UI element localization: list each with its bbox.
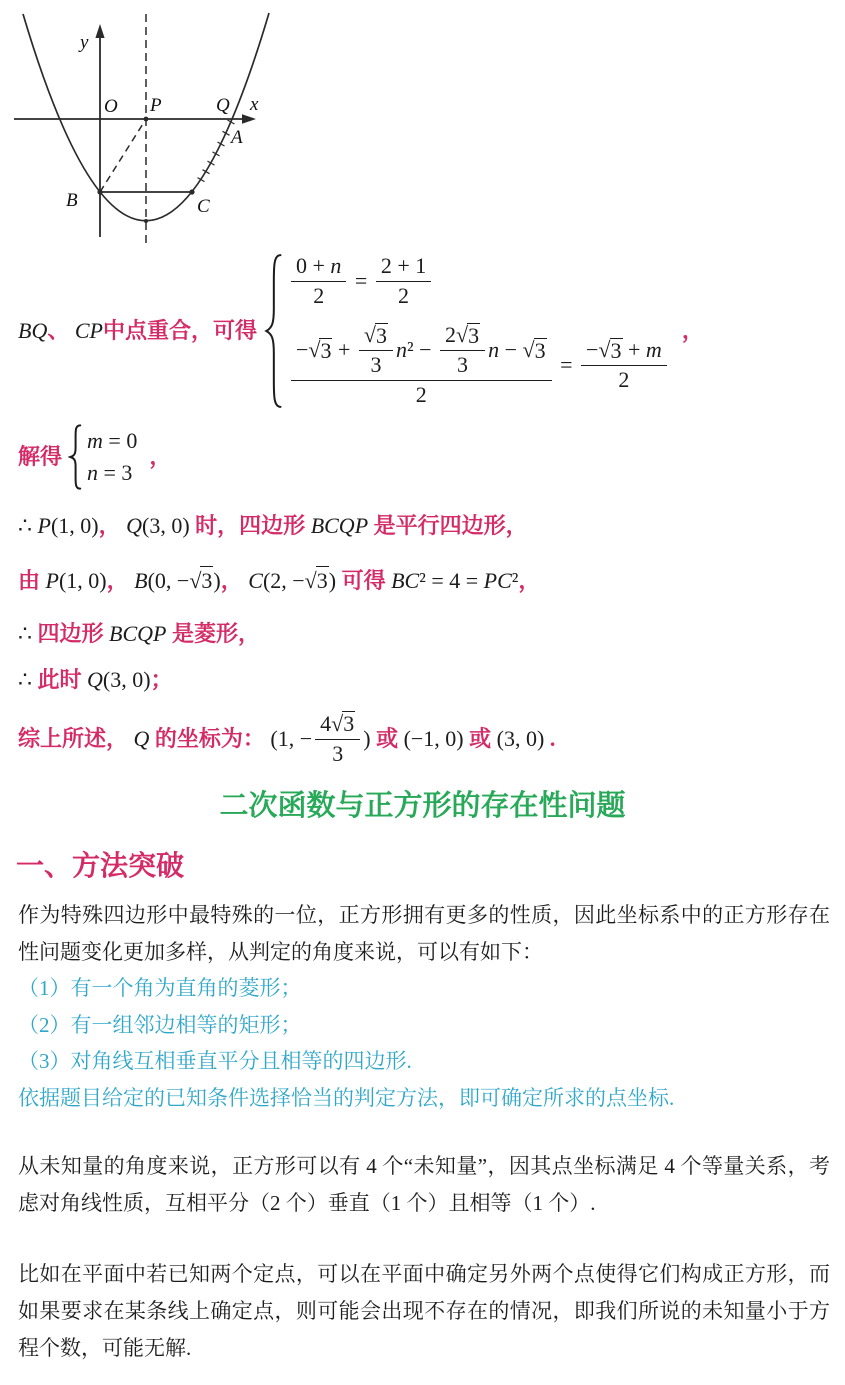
list-item-1: （1）有一个角为直角的菱形； — [18, 976, 302, 1000]
step-text: BQ、 CP中点重合，可得 — [18, 317, 257, 343]
solution-conclusion: 综上所述， Q 的坐标为： (1, − 4 √ 3 3 ) 或 (−1, 0) 或 (3, 0) . — [18, 710, 556, 766]
label-b: B — [66, 190, 78, 211]
judgment-method-list — [18, 970, 830, 1116]
paragraph-example: 比如在平面中若已知两个定点，可以在平面中确定另外两个点使得它们构成正方形，而如果要求在某条线上确定点，则可能会出现不存在的情况，即我们所说的未知量小于方程个数，可能无解. — [18, 1262, 830, 1360]
vertex-dot — [144, 219, 148, 223]
list-note: 依据题目给定的已知条件选择恰当的判定方法，即可确定所求的点坐标. — [18, 1085, 675, 1110]
point-c-dot — [189, 189, 194, 194]
parabola-figure — [0, 0, 300, 255]
label-o: O — [104, 96, 118, 117]
point-b-dot — [97, 189, 102, 194]
x-axis-arrow-icon — [242, 114, 256, 124]
list-item-2: （2）有一组邻边相等的矩形； — [18, 1012, 302, 1037]
label-c: C — [197, 196, 210, 217]
step-punctuation: ， — [681, 317, 704, 343]
solution-step-q-value: ∴ 此时 Q (3, 0) ； — [18, 667, 173, 692]
label-y: y — [80, 32, 89, 53]
point-p-dot — [144, 117, 149, 122]
step-text: 解得 — [18, 443, 63, 469]
section-heading: 一、方法突破 — [16, 851, 185, 882]
curve-hash-marks — [198, 120, 235, 182]
equation-system-2 — [68, 424, 137, 490]
solution-step-solve — [18, 424, 171, 490]
step-punctuation: ， — [149, 443, 172, 469]
paragraph-unknowns: 从未知量的角度来说，正方形可以有 4 个“未知量”，因其点坐标满足 4 个等量关系，考虑对角线性质，互相平分（2 个）垂直（1 个）且相等（1 个）. — [18, 1154, 830, 1215]
brace-left-icon — [68, 424, 82, 490]
list-item-3: （3）对角线互相垂直平分且相等的四边形. — [18, 1049, 412, 1073]
paragraph-method-intro: 作为特殊四边形中最特殊的一位，正方形拥有更多的性质，因此坐标系中的正方形存在性问题变化更加多样，从判定的角度来说，可以有如下： — [18, 903, 830, 964]
equation-system-1 — [263, 252, 670, 410]
label-q: Q — [216, 95, 230, 116]
solution-step-bc-pc: 由 P (1, 0) ， B (0, − √ 3 ) ， C (2, − √ 3 ) 可得 BC ² = 4 = PC ² ， — [18, 566, 540, 596]
y-axis-arrow-icon — [95, 24, 104, 38]
solution-step-rhombus: ∴ 四边形 BCQP 是菱形， — [18, 621, 260, 646]
brace-left-icon — [263, 252, 283, 410]
section-title: 二次函数与正方形的存在性问题 — [219, 790, 626, 822]
solution-step-parallelogram: ∴ P (1, 0) ， Q (3, 0) 时，四边形 BCQP 是平行四边形， — [18, 513, 528, 538]
system-equations-1: 0 + n 2 = $\frac{2 + 1}{2}$ − √ 3 + √ 3 3 n ² − 2 √ 3 3 n − √ 3 2 = − √ 3 + m 2 — [288, 254, 670, 407]
label-a: A — [231, 127, 243, 148]
label-x: x — [250, 94, 259, 115]
segment-bp-dashed-line — [100, 119, 146, 192]
label-p: P — [150, 95, 162, 116]
solution-step-midpoint — [18, 252, 704, 410]
system-equations-2: m = 0 n = 3 — [87, 427, 138, 485]
